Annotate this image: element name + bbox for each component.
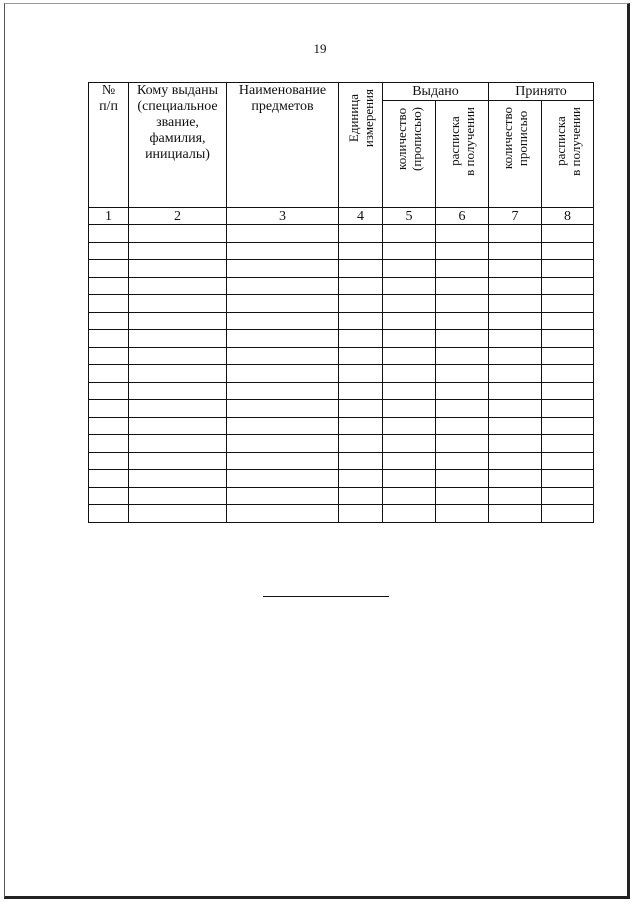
column-number: 1	[89, 208, 129, 225]
header-accepted-receipt	[542, 101, 594, 208]
table-cell	[542, 382, 594, 400]
table-cell	[436, 347, 489, 365]
table-cell	[339, 295, 383, 313]
table-cell	[489, 382, 542, 400]
closing-rule	[263, 596, 389, 597]
table-row	[89, 242, 594, 260]
table-cell	[542, 277, 594, 295]
header-accepted-label: Принято	[515, 83, 567, 99]
table-cell	[489, 400, 542, 418]
table-cell	[489, 487, 542, 505]
header-to-whom	[129, 83, 227, 208]
header-issued	[383, 83, 489, 101]
header-issued-receipt-label: расписка в получении	[447, 107, 477, 176]
table-cell	[542, 330, 594, 348]
header-accepted	[489, 83, 594, 101]
table-cell	[339, 417, 383, 435]
page-number: 19	[313, 41, 327, 56]
table-row	[89, 487, 594, 505]
table-cell	[129, 260, 227, 278]
table-cell	[89, 365, 129, 383]
header-unit	[339, 83, 383, 208]
table-cell	[542, 435, 594, 453]
table-cell	[129, 400, 227, 418]
table-cell	[89, 452, 129, 470]
table-cell	[489, 470, 542, 488]
table-cell	[383, 470, 436, 488]
table-cell	[129, 470, 227, 488]
table-cell	[383, 242, 436, 260]
header-issued-label: Выдано	[412, 83, 459, 99]
table-cell	[129, 487, 227, 505]
table-cell	[542, 365, 594, 383]
column-number: 7	[489, 208, 542, 225]
table-cell	[489, 505, 542, 523]
table-cell	[339, 435, 383, 453]
table-cell	[339, 470, 383, 488]
table-cell	[542, 225, 594, 243]
table-row	[89, 365, 594, 383]
table-cell	[89, 417, 129, 435]
column-number: 8	[542, 208, 594, 225]
table-cell	[89, 347, 129, 365]
column-number: 2	[129, 208, 227, 225]
table-cell	[383, 365, 436, 383]
table-cell	[227, 225, 339, 243]
table-cell	[129, 347, 227, 365]
table-cell	[227, 417, 339, 435]
table-cell	[339, 312, 383, 330]
table-cell	[489, 347, 542, 365]
table-cell	[436, 435, 489, 453]
table-cell	[227, 365, 339, 383]
table-cell	[542, 260, 594, 278]
header-unit-label: Единица измерения	[345, 89, 376, 148]
table-cell	[489, 225, 542, 243]
table-cell	[339, 225, 383, 243]
table-cell	[89, 382, 129, 400]
column-number-row	[89, 208, 594, 225]
header-num	[89, 83, 129, 208]
header-issued-receipt	[436, 101, 489, 208]
column-number: 5	[383, 208, 436, 225]
table-cell	[542, 417, 594, 435]
table-cell	[542, 400, 594, 418]
table-row	[89, 260, 594, 278]
table-cell	[129, 225, 227, 243]
table-cell	[227, 347, 339, 365]
table-cell	[129, 417, 227, 435]
table-cell	[436, 330, 489, 348]
table-cell	[542, 505, 594, 523]
table-cell	[227, 295, 339, 313]
table-cell	[339, 487, 383, 505]
table-cell	[383, 295, 436, 313]
table-cell	[89, 470, 129, 488]
table-row	[89, 435, 594, 453]
table-cell	[436, 487, 489, 505]
table-cell	[129, 382, 227, 400]
table-cell	[383, 225, 436, 243]
column-number: 6	[436, 208, 489, 225]
table-row	[89, 225, 594, 243]
table-cell	[542, 242, 594, 260]
table-cell	[542, 312, 594, 330]
table-cell	[383, 487, 436, 505]
table-cell	[383, 417, 436, 435]
table-cell	[436, 260, 489, 278]
table-cell	[227, 400, 339, 418]
table-cell	[436, 225, 489, 243]
header-accepted-qty	[489, 101, 542, 208]
table-cell	[383, 435, 436, 453]
table-cell	[436, 365, 489, 383]
table-cell	[89, 225, 129, 243]
table-cell	[542, 347, 594, 365]
table-cell	[129, 242, 227, 260]
table-cell	[436, 295, 489, 313]
table-cell	[129, 312, 227, 330]
table-cell	[89, 312, 129, 330]
table-cell	[436, 400, 489, 418]
table-cell	[436, 452, 489, 470]
table-cell	[339, 277, 383, 295]
header-item-name	[227, 83, 339, 208]
table-cell	[129, 330, 227, 348]
table-row	[89, 277, 594, 295]
table-cell	[227, 260, 339, 278]
table-cell	[89, 400, 129, 418]
table-cell	[339, 365, 383, 383]
table-cell	[489, 242, 542, 260]
table-cell	[227, 452, 339, 470]
table-row	[89, 470, 594, 488]
table-cell	[89, 295, 129, 313]
table-cell	[383, 330, 436, 348]
table-cell	[383, 312, 436, 330]
column-number: 3	[227, 208, 339, 225]
table-cell	[436, 417, 489, 435]
table-cell	[339, 452, 383, 470]
table-cell	[383, 382, 436, 400]
header-issued-qty-label: количество (прописью)	[394, 107, 424, 171]
table-cell	[489, 260, 542, 278]
table-cell	[227, 487, 339, 505]
table-cell	[89, 487, 129, 505]
table-row	[89, 505, 594, 523]
table-cell	[489, 365, 542, 383]
table-row	[89, 417, 594, 435]
table-row	[89, 452, 594, 470]
table-cell	[436, 470, 489, 488]
table-cell	[436, 505, 489, 523]
table-cell	[227, 505, 339, 523]
table-cell	[227, 330, 339, 348]
table-row	[89, 295, 594, 313]
table-cell	[383, 400, 436, 418]
table-cell	[89, 242, 129, 260]
table-cell	[383, 277, 436, 295]
table-cell	[227, 382, 339, 400]
register-table	[88, 82, 594, 523]
table-cell	[339, 330, 383, 348]
table-cell	[339, 400, 383, 418]
table-cell	[89, 505, 129, 523]
table-row	[89, 347, 594, 365]
table-cell	[89, 330, 129, 348]
header-to-whom-label: Кому выданы (специальное звание, фамилия, инициалы)	[137, 83, 218, 162]
table-cell	[227, 470, 339, 488]
table-cell	[542, 295, 594, 313]
table-cell	[436, 242, 489, 260]
table-cell	[129, 452, 227, 470]
table-cell	[339, 260, 383, 278]
table-cell	[436, 277, 489, 295]
table-cell	[489, 435, 542, 453]
header-accepted-qty-label: количество прописью	[500, 107, 531, 170]
table-row	[89, 400, 594, 418]
column-number: 4	[339, 208, 383, 225]
table-cell	[339, 382, 383, 400]
table-cell	[129, 295, 227, 313]
table-cell	[227, 277, 339, 295]
table-cell	[89, 277, 129, 295]
header-issued-qty	[383, 101, 436, 208]
table-cell	[489, 277, 542, 295]
table-cell	[383, 452, 436, 470]
table-cell	[383, 505, 436, 523]
table-row	[89, 312, 594, 330]
table-cell	[542, 452, 594, 470]
table-cell	[129, 505, 227, 523]
table-cell	[227, 435, 339, 453]
table-cell	[542, 470, 594, 488]
table-body	[89, 208, 594, 523]
table-cell	[436, 312, 489, 330]
header-item-name-label: Наименование предметов	[238, 83, 327, 114]
table-cell	[89, 435, 129, 453]
header-accepted-receipt-label: расписка в получении	[552, 107, 583, 176]
table-cell	[489, 312, 542, 330]
table-cell	[489, 295, 542, 313]
table-cell	[383, 347, 436, 365]
table-row	[89, 330, 594, 348]
table-cell	[542, 487, 594, 505]
table-cell	[129, 277, 227, 295]
table-cell	[227, 312, 339, 330]
table-row	[89, 382, 594, 400]
table-cell	[383, 260, 436, 278]
header-num-label: № п/п	[99, 83, 118, 114]
table-cell	[89, 260, 129, 278]
table-cell	[489, 452, 542, 470]
table-cell	[227, 242, 339, 260]
table-cell	[339, 242, 383, 260]
table-cell	[489, 417, 542, 435]
table-cell	[489, 330, 542, 348]
table-cell	[436, 382, 489, 400]
table-cell	[339, 347, 383, 365]
table-cell	[129, 365, 227, 383]
table-cell	[339, 505, 383, 523]
table-cell	[129, 435, 227, 453]
